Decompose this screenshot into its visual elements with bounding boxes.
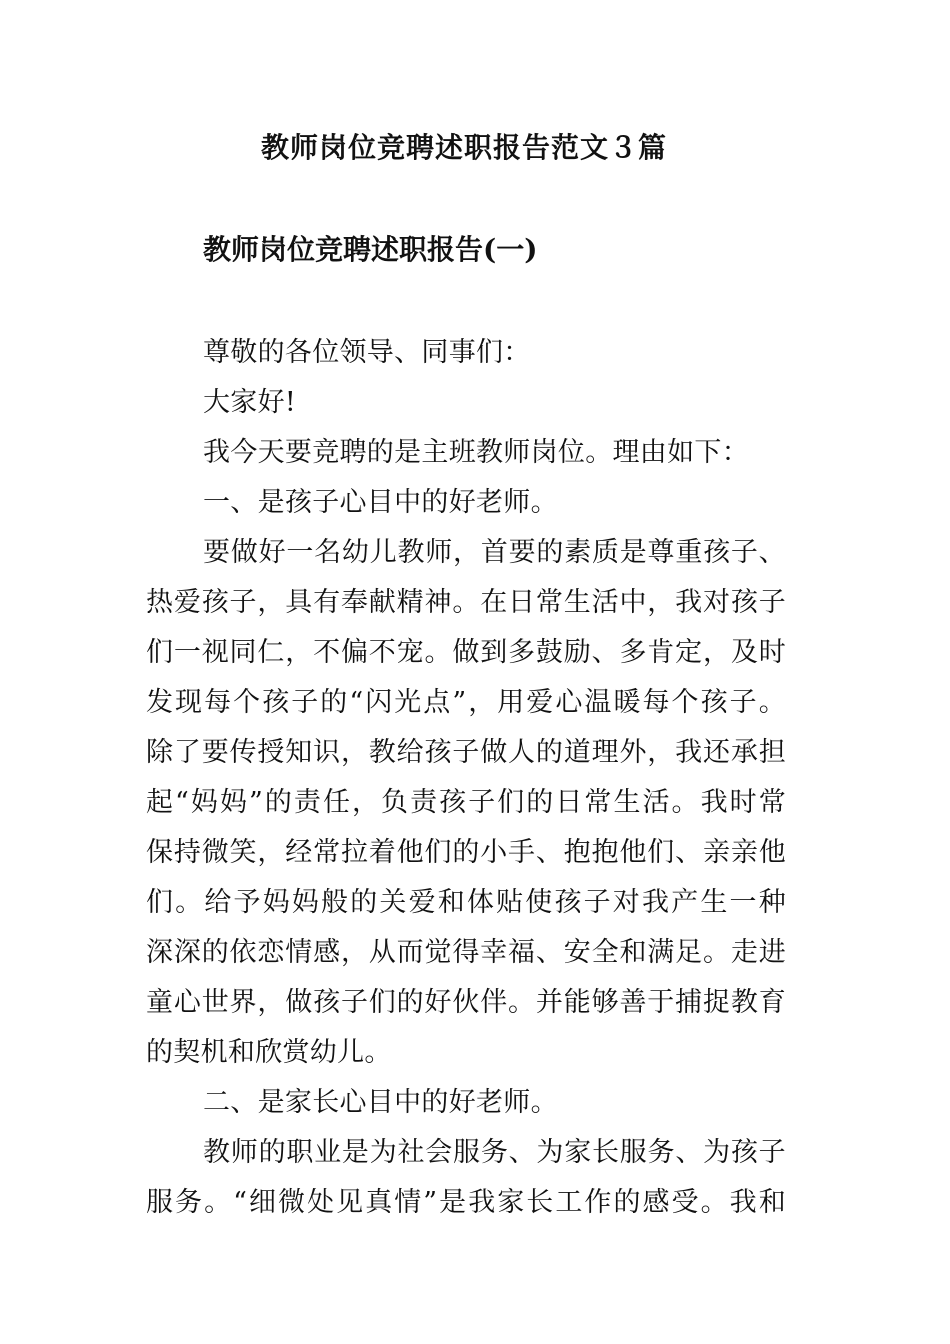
body-line: 起“妈妈”的责任，负责孩子们的日常生活。我时常 bbox=[146, 787, 786, 818]
section-title: 教师岗位竞聘述职报告(一) bbox=[203, 233, 538, 266]
body-line: 童心世界，做孩子们的好伙伴。并能够善于捕捉教育 bbox=[146, 987, 786, 1018]
body-line: 发现每个孩子的“闪光点”，用爱心温暖每个孩子。 bbox=[146, 687, 786, 718]
body-line: 的契机和欣赏幼儿。 bbox=[146, 1037, 392, 1068]
body-line: 深深的依恋情感，从而觉得幸福、安全和满足。走进 bbox=[146, 937, 786, 968]
body-line: 我今天要竞聘的是主班教师岗位。理由如下： bbox=[203, 437, 749, 468]
body-line: 大家好! bbox=[203, 387, 297, 418]
body-line: 保持微笑，经常拉着他们的小手、抱抱他们、亲亲他 bbox=[146, 837, 786, 868]
document-body bbox=[146, 328, 786, 1228]
body-line: 服务。“细微处见真情”是我家长工作的感受。我和 bbox=[146, 1187, 786, 1218]
body-line: 要做好一名幼儿教师，首要的素质是尊重孩子、 bbox=[203, 537, 786, 568]
body-line: 教师的职业是为社会服务、为家长服务、为孩子 bbox=[203, 1137, 786, 1168]
body-line: 们。给予妈妈般的关爱和体贴使孩子对我产生一种 bbox=[146, 887, 786, 918]
body-line: 除了要传授知识，教给孩子做人的道理外，我还承担 bbox=[146, 737, 786, 768]
document-title: 教师岗位竞聘述职报告范文３篇 bbox=[260, 131, 667, 164]
body-line: 一、是孩子心目中的好老师。 bbox=[203, 487, 558, 518]
body-line: 们一视同仁，不偏不宠。做到多鼓励、多肯定，及时 bbox=[146, 637, 786, 668]
body-line: 热爱孩子，具有奉献精神。在日常生活中，我对孩子 bbox=[146, 587, 786, 618]
body-line: 尊敬的各位领导、同事们： bbox=[203, 337, 531, 368]
body-line: 二、是家长心目中的好老师。 bbox=[203, 1087, 558, 1118]
